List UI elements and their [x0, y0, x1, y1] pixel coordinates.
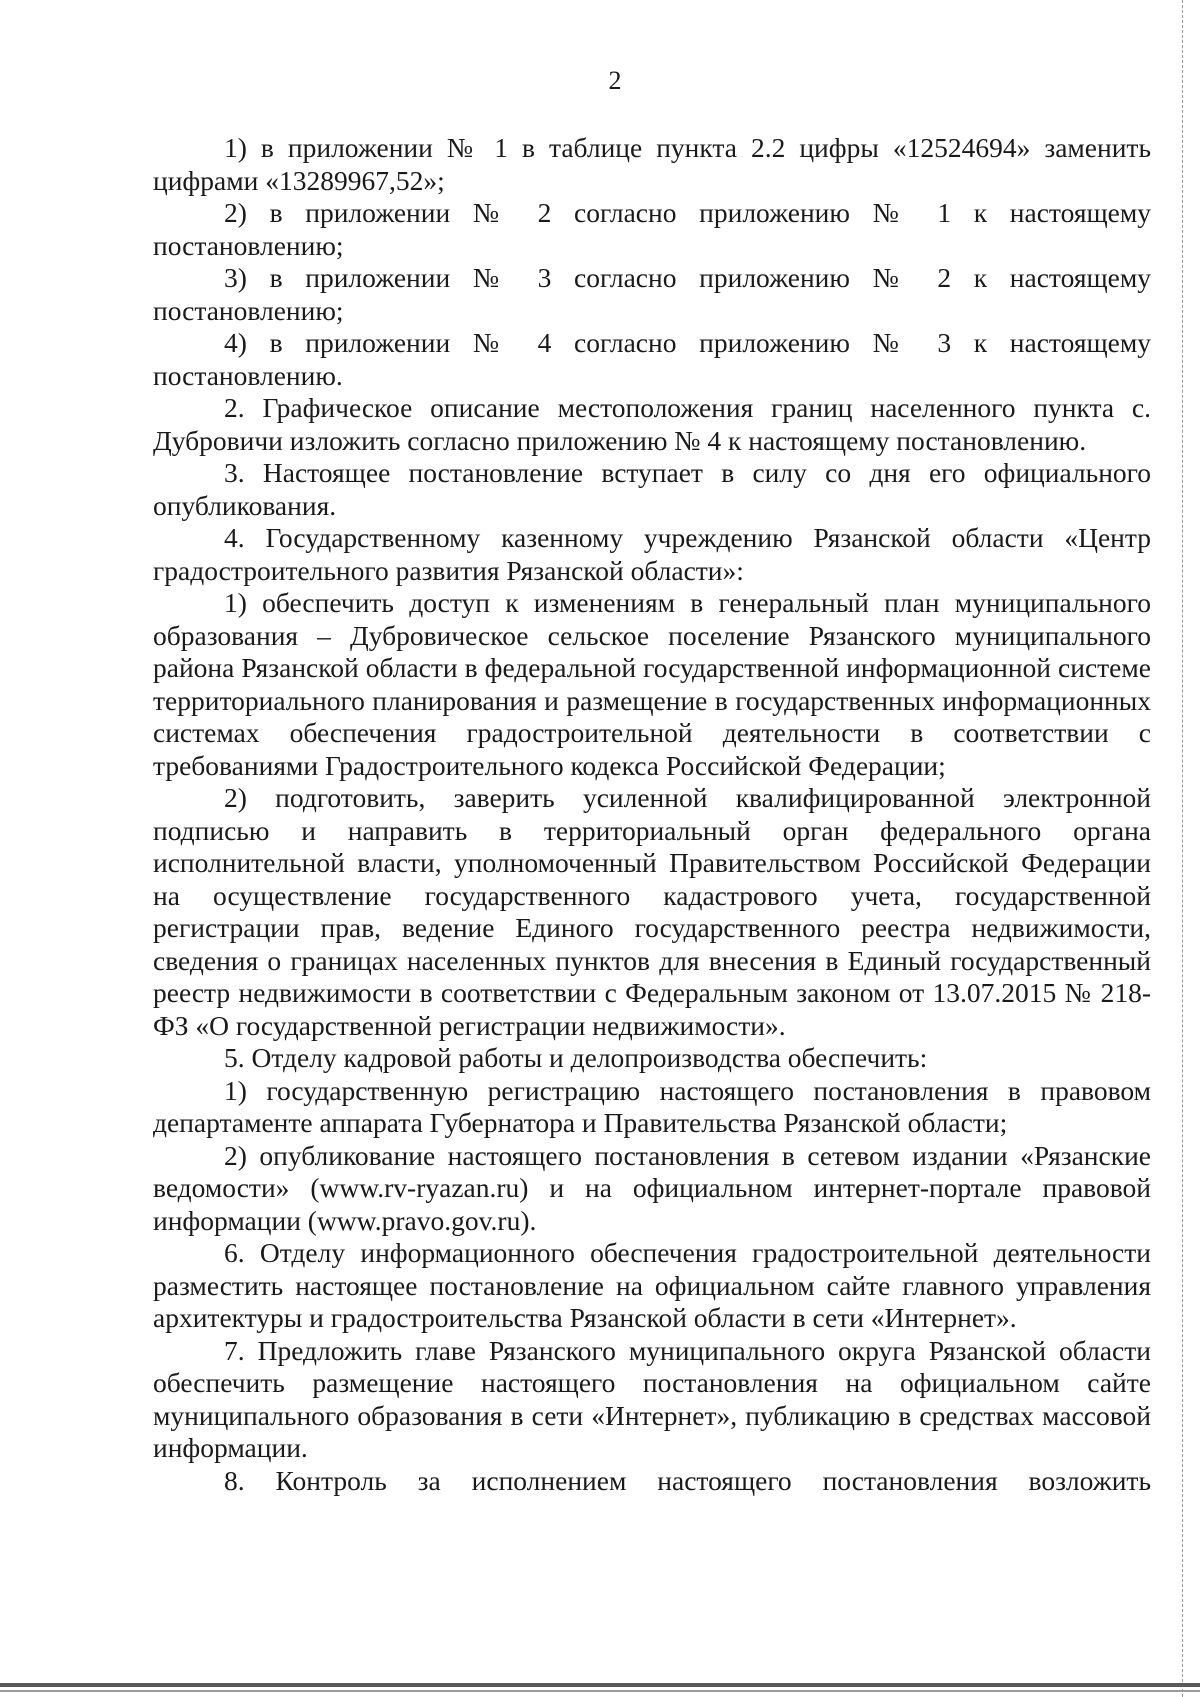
paragraph-8-control: 8. Контроль за исполнением настоящего постановления возложить	[224, 1464, 1151, 1496]
paragraph-2-graphic-description: 2. Графическое описание местоположения границ населенного пункта с. Дубровичи изложить согласно приложению № 4 к настоящему постановлению.	[153, 392, 1151, 456]
paragraph-5-hr-department: 5. Отделу кадровой работы и делопроизводства обеспечить:	[224, 1042, 928, 1073]
paragraph-item-2-appendix-2: 2) в приложении № 2 согласно приложению № 1 к настоящему постановлению;	[153, 197, 1151, 261]
paragraph-4-2-signature: 2) подготовить, заверить усиленной квалифицированной электронной подписью и направить в территориальный орган федерального органа исполнительной власти, уполномоченный Правительством Российской Федерации на осуществление государственного кадастрового учета, государственной регистрации прав, ведение Единого государственного реестра недвижимости, сведения о границах населенных пунктов для внесения в Единый государственный реестр недвижимости в соответствии с Федеральным законом от 13.07.2015 № 218-ФЗ «О государственной регистрации недвижимости».	[153, 782, 1151, 1041]
paragraph-item-3-appendix-3: 3) в приложении № 3 согласно приложению № 2 к настоящему постановлению;	[153, 262, 1151, 326]
paragraph-5-2-publication: 2) опубликование настоящего постановления в сетевом издании «Рязанские ведомости» (www.rv-ryazan.ru) и на официальном интернет-портале правовой информации (www.pravo.gov.ru).	[153, 1139, 1151, 1236]
page-right-edge	[1174, 0, 1200, 1697]
page-bottom-edge-shadow	[0, 1690, 1200, 1692]
paragraph-item-1-appendix-1: 1) в приложении № 1 в таблице пункта 2.2 цифры «12524694» заменить цифрами «13289967,52»;	[153, 132, 1151, 196]
paragraph-item-4-appendix-4: 4) в приложении № 4 согласно приложению № 3 к настоящему постановлению.	[153, 327, 1151, 391]
paragraph-4-state-institution: 4. Государственному казенному учреждению Рязанской области «Центр градостроительного развития Рязанской области»:	[153, 522, 1151, 586]
paragraph-7-district-head: 7. Предложить главе Рязанского муниципального округа Рязанской области обеспечить размещение настоящего постановления на официальном сайте муниципального образования в сети «Интернет», публикацию в средствах массовой информации.	[153, 1334, 1151, 1463]
paragraph-6-info-department: 6. Отделу информационного обеспечения градостроительной деятельности разместить настоящее постановление на официальном сайте главного управления архитектуры и градостроительства Рязанской области в сети «Интернет».	[153, 1237, 1151, 1333]
paragraph-5-1-registration: 1) государственную регистрацию настоящего постановления в правовом департаменте аппарата Губернатора и Правительства Рязанской области;	[153, 1074, 1151, 1138]
paragraph-3-effective-date: 3. Настоящее постановление вступает в силу со дня его официального опубликования.	[153, 457, 1151, 521]
page-bottom-edge	[0, 1683, 1200, 1687]
page-number: 2	[608, 66, 622, 95]
paragraph-4-1-access: 1) обеспечить доступ к изменениям в генеральный план муниципального образования – Дубровическое сельское поселение Рязанского муниципального района Рязанской области в федеральной государственной информационной системе территориального планирования и размещение в государственных информационных системах обеспечения градостроительной деятельности в соответствии с требованиями Градостроительного кодекса Российской Федерации;	[153, 587, 1151, 781]
document-body	[153, 132, 1151, 1497]
